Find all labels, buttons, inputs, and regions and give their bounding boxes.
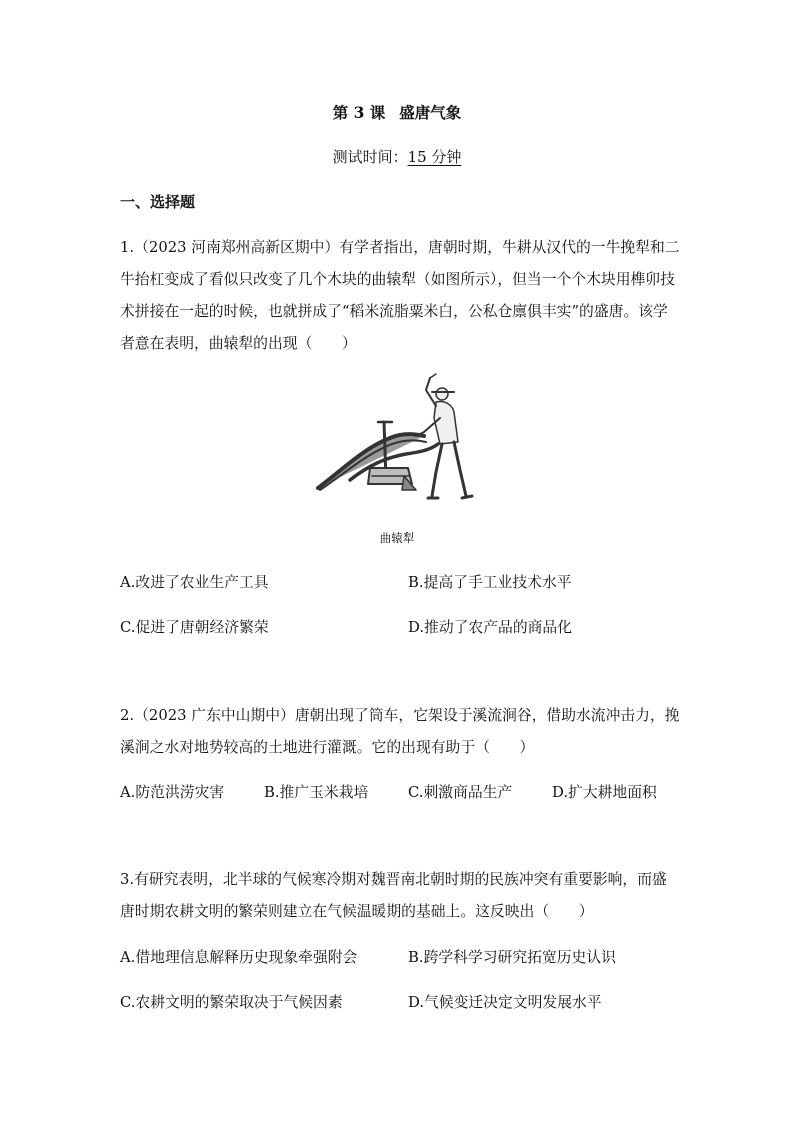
q3-option-d: D.气候变迁决定文明发展水平 (408, 994, 602, 1011)
test-time-label: 测试时间： (332, 148, 408, 166)
q3-option-c: C.农耕文明的繁荣取决于气候因素 (120, 994, 343, 1011)
lesson-title: 盛唐气象 (399, 103, 462, 122)
q1-option-d: D.推动了农产品的商品化 (408, 619, 573, 636)
figure-caption: 曲辕犁 (379, 531, 415, 545)
q3-option-a: A.借地理信息解释历史现象牵强附会 (120, 949, 358, 966)
question-3-text: 3.有研究表明，北半球的气候寒冷期对魏晋南北朝时期的民族冲突有重要影响，而盛唐时期农耕文明的繁荣则建立在气候温暖期的基础上。这反映出（ ） (120, 871, 667, 920)
q2-option-b: B.推广玉米栽培 (264, 784, 369, 801)
curved-plough-illustration (312, 372, 482, 510)
test-time-value: 15 分钟 (407, 148, 462, 166)
q1-option-b: B.提高了手工业技术水平 (408, 574, 572, 591)
page-title (0, 101, 794, 123)
question-2-text: 2.（2023 广东中山期中）唐朝出现了筒车，它架设于溪流涧谷，借助水流冲击力，挽溪涧之水对地势较高的土地进行灌溉。它的出现有助于（ ） (120, 707, 680, 756)
question-1-text: 1.（2023 河南郑州高新区期中）有学者指出，唐朝时期，牛耕从汉代的一牛挽犁和二牛抬杠变成了看似只改变了几个木块的曲辕犁（如图所示），但当一个个木块用榫卯技术拼接在一起的时候，也就拼成了“稻米流脂粟米白，公私仓廪俱丰实”的盛唐。该学者意在表明，曲辕犁的出现（ ） (120, 239, 680, 352)
q2-option-c: C.刺激商品生产 (408, 784, 513, 801)
q2-option-a: A.防范洪涝灾害 (120, 784, 225, 801)
q1-option-a: A.改进了农业生产工具 (120, 574, 269, 591)
q1-option-c: C.促进了唐朝经济繁荣 (120, 619, 269, 636)
q2-option-d: D.扩大耕地面积 (552, 784, 657, 801)
q3-option-b: B.跨学科学习研究拓宽历史认识 (408, 949, 616, 966)
lesson-number: 第 3 课 (332, 103, 386, 122)
test-time (0, 146, 794, 167)
section-heading: 一、选择题 (120, 193, 196, 211)
